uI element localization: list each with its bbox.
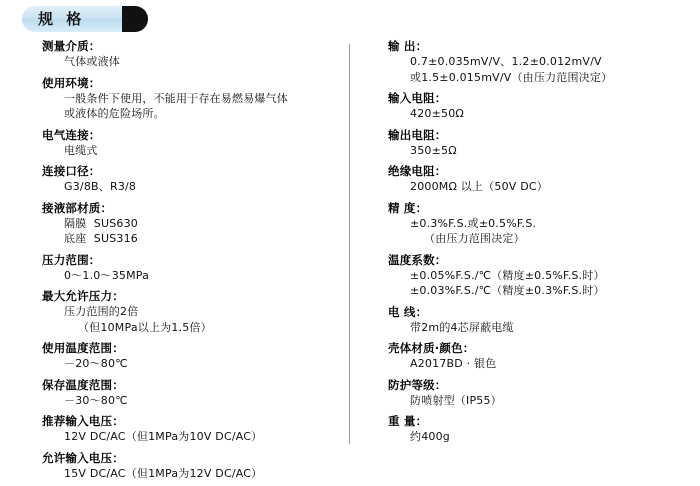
spec-value: 约400g <box>410 430 450 443</box>
spec-values <box>42 393 342 409</box>
spec-label: 压力范围： <box>42 252 101 267</box>
spec-label: 连接口径： <box>42 164 101 178</box>
spec-list-left <box>42 38 342 486</box>
spec-item <box>388 340 688 372</box>
spec-values <box>388 356 688 372</box>
spec-label: 绝缘电阻： <box>388 164 447 178</box>
spec-values <box>42 356 342 372</box>
spec-item <box>388 413 688 445</box>
spec-value: 气体或液体 <box>64 55 120 68</box>
spec-values <box>42 466 342 482</box>
spec-label: 电气连接： <box>42 127 101 142</box>
spec-value: 0～1.0～35MPa <box>64 268 150 282</box>
spec-value: （由压力范围决定） <box>424 232 525 245</box>
spec-value: （但10MPa以上为1.5倍） <box>78 320 212 334</box>
page-header <box>0 0 700 34</box>
spec-value: 2000MΩ 以上（50V DC） <box>410 180 548 193</box>
spec-item <box>42 38 342 70</box>
spec-value: 电缆式 <box>64 143 98 157</box>
spec-value: 防喷射型（IP55） <box>410 393 502 407</box>
spec-values <box>42 216 342 247</box>
spec-values <box>388 54 688 85</box>
spec-label: 温度系数： <box>388 252 447 267</box>
spec-values <box>42 54 342 70</box>
spec-item <box>42 75 342 122</box>
spec-value: A2017BD · 银色 <box>410 357 497 370</box>
spec-value: 12V DC/AC（但1MPa为10V DC/AC） <box>64 430 263 443</box>
spec-label: 测量介质： <box>42 39 101 53</box>
spec-value: 压力范围的2倍 <box>64 305 139 318</box>
spec-value: 420±50Ω <box>410 107 465 120</box>
spec-label: 最大允许压力： <box>42 289 124 303</box>
spec-value: ±0.3%F.S.或±0.5%F.S. <box>410 216 537 230</box>
spec-item <box>388 252 688 299</box>
spec-label: 允许输入电压： <box>42 450 124 465</box>
spec-item <box>388 377 688 409</box>
spec-values <box>388 268 688 299</box>
spec-values <box>388 216 688 247</box>
spec-item <box>42 340 342 372</box>
spec-value: G3/8B、R3/8 <box>64 180 137 193</box>
spec-list-right <box>388 38 688 450</box>
spec-item <box>388 38 688 85</box>
spec-values <box>42 91 342 122</box>
spec-values <box>42 268 342 284</box>
spec-item <box>42 413 342 445</box>
spec-label: 精 度： <box>388 200 428 215</box>
spec-label: 接液部材质： <box>42 200 113 215</box>
spec-label: 壳体材质·颜色： <box>388 341 475 355</box>
spec-values <box>42 143 342 159</box>
spec-values <box>388 179 688 195</box>
spec-value: －30～80℃ <box>64 393 128 407</box>
spec-values <box>388 106 688 122</box>
spec-columns <box>0 38 700 480</box>
spec-label: 使用温度范围： <box>42 341 124 355</box>
spec-item <box>42 450 342 482</box>
spec-values <box>388 393 688 409</box>
spec-label: 保存温度范围： <box>42 377 124 392</box>
spec-value: 隔膜 SUS630 <box>64 216 139 230</box>
spec-value: 底座 SUS316 <box>64 232 139 245</box>
spec-value: 或液体的危险场所。 <box>64 107 165 120</box>
spec-label: 电 线： <box>388 304 428 319</box>
spec-item <box>388 127 688 159</box>
spec-label: 输入电阻： <box>388 91 447 105</box>
spec-values <box>388 429 688 445</box>
column-divider <box>349 44 350 444</box>
spec-value: 0.7±0.035mV/V、1.2±0.012mV/V <box>410 55 602 68</box>
page-title: 规 格 <box>38 10 86 28</box>
spec-value: 带2m的4芯屏蔽电缆 <box>410 320 514 334</box>
spec-item <box>388 90 688 122</box>
spec-values <box>42 179 342 195</box>
spec-item <box>42 127 342 159</box>
spec-label: 输出电阻： <box>388 127 447 142</box>
spec-item <box>42 163 342 195</box>
spec-label: 推荐输入电压： <box>42 414 124 428</box>
spec-values <box>388 143 688 159</box>
spec-value: ±0.03%F.S./℃（精度±0.3%F.S.时） <box>410 284 605 297</box>
spec-values <box>388 320 688 336</box>
spec-value: 15V DC/AC（但1MPa为12V DC/AC） <box>64 466 263 480</box>
spec-value: 一般条件下使用，不能用于存在易燃易爆气体 <box>64 91 288 105</box>
spec-value: 或1.5±0.015mV/V（由压力范围决定） <box>410 70 613 84</box>
spec-item <box>42 200 342 247</box>
spec-values <box>42 429 342 445</box>
spec-label: 防护等级： <box>388 377 447 392</box>
spec-item <box>388 200 688 247</box>
spec-item <box>42 288 342 335</box>
spec-label: 重 量： <box>388 414 428 428</box>
spec-item <box>388 304 688 336</box>
spec-values <box>42 304 342 335</box>
spec-item <box>388 163 688 195</box>
spec-label: 输 出： <box>388 39 428 53</box>
spec-item <box>42 252 342 284</box>
spec-value: －20～80℃ <box>64 357 128 370</box>
spec-label: 使用环境： <box>42 75 101 90</box>
spec-item <box>42 377 342 409</box>
spec-value: 350±5Ω <box>410 143 457 157</box>
spec-value: ±0.05%F.S./℃（精度±0.5%F.S.时） <box>410 268 605 282</box>
